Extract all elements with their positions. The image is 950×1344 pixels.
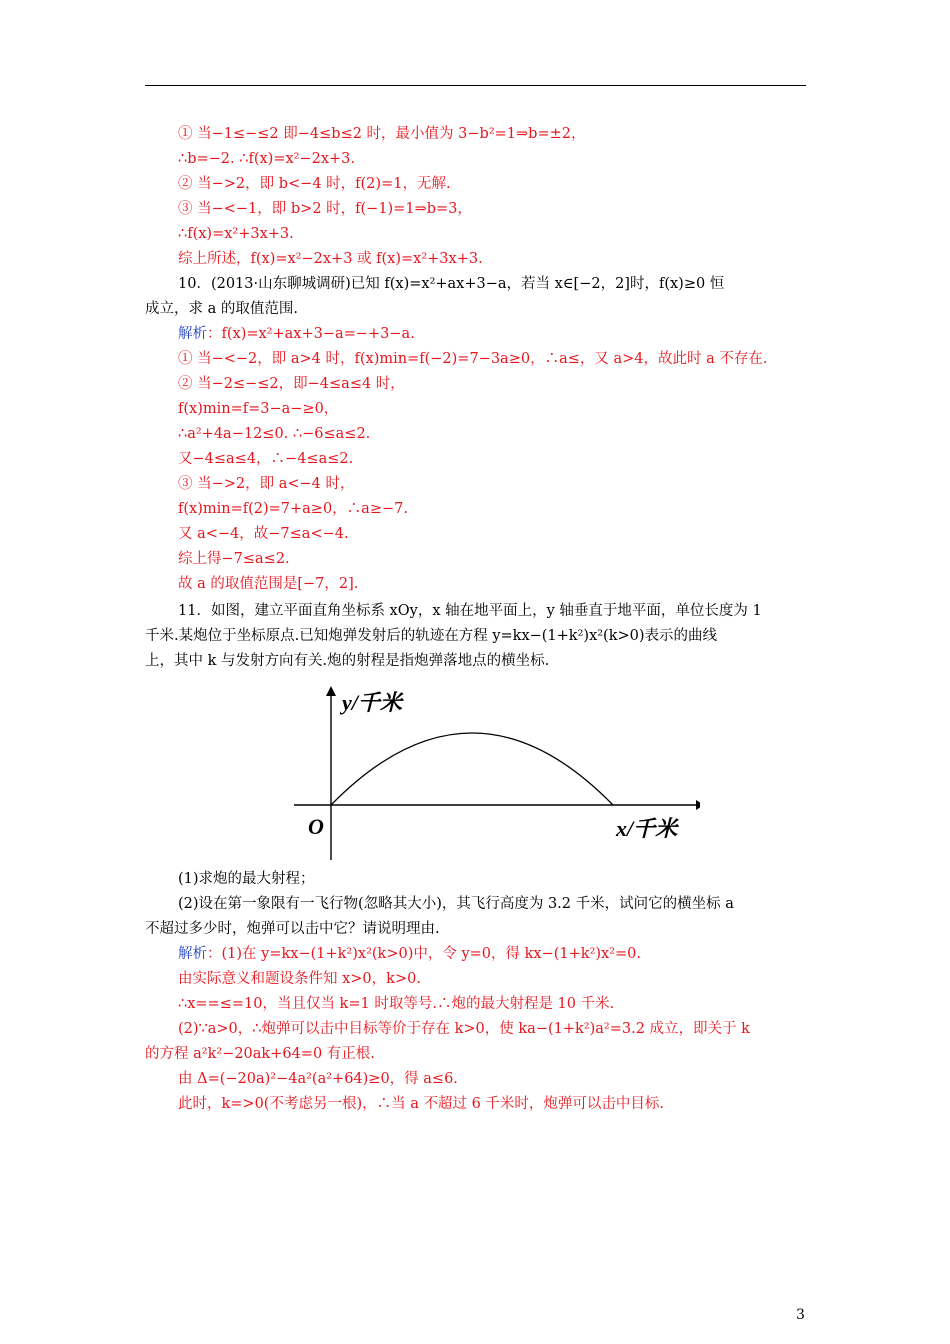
- question-11-part-2-cont: 不超过多少时，炮弹可以击中它？请说明理由.: [145, 921, 440, 937]
- answer-line: ∴x==≤=10，当且仅当 k=1 时取等号.∴炮的最大射程是 10 千米.: [178, 996, 615, 1012]
- answer-line: 又−4≤a≤4，∴−4≤a≤2.: [178, 451, 354, 467]
- x-axis-label: x/千米: [616, 816, 678, 841]
- answer-line: 综上得−7≤a≤2.: [178, 551, 290, 567]
- answer-line: ∴b=−2. ∴f(x)=x²−2x+3.: [178, 151, 356, 167]
- trajectory-figure: [290, 684, 700, 860]
- answer-line: ② 当−2≤−≤2，即−4≤a≤4 时，: [178, 376, 405, 392]
- question-11-part-1: (1)求炮的最大射程；: [178, 871, 315, 887]
- answer-line: 综上所述，f(x)=x²−2x+3 或 f(x)=x²+3x+3.: [178, 251, 483, 267]
- question-11: 11．如图，建立平面直角坐标系 xOy，x 轴在地平面上，y 轴垂直于地平面，单位长度为 1: [178, 603, 762, 619]
- answer-line: ③ 当−>2，即 a<−4 时，: [178, 476, 355, 492]
- answer-line: ∴f(x)=x²+3x+3.: [178, 226, 294, 242]
- x-axis-arrow: [696, 800, 700, 810]
- answer-line: 的方程 a²k²−20ak+64=0 有正根.: [145, 1046, 375, 1062]
- answer-line: ① 当−<−2，即 a>4 时，f(x)min=f(−2)=7−3a≥0，∴a≤，又 a>4，故此时 a 不存在.: [178, 351, 768, 367]
- header-rule: [145, 85, 806, 86]
- answer-line: ① 当−1≤−≤2 即−4≤b≤2 时，最小值为 3−b²=1⇒b=±2，: [178, 126, 586, 142]
- trajectory-curve: [331, 733, 613, 805]
- answer-line: ③ 当−<−1，即 b>2 时，f(−1)=1⇒b=3，: [178, 201, 472, 217]
- page-number: 3: [796, 1307, 805, 1323]
- answer-line: 故 a 的取值范围是[−7，2].: [178, 576, 359, 592]
- y-axis-label: y/千米: [342, 690, 402, 715]
- answer-line: 由 Δ=(−20a)²−4a²(a²+64)≥0，得 a≤6.: [178, 1071, 458, 1087]
- question-11-cont: 千米.某炮位于坐标原点.已知炮弹发射后的轨迹在方程 y=kx−(1+k²)x²(k>0)表示的曲线: [145, 628, 718, 644]
- answer-line: 又 a<−4，故−7≤a<−4.: [178, 526, 349, 542]
- question-10: 10．(2013·山东聊城调研)已知 f(x)=x²+ax+3−a，若当 x∈[−2，2]时，f(x)≥0 恒: [178, 276, 725, 292]
- answer-line: (2)∵a>0，∴炮弹可以击中目标等价于存在 k>0，使 ka−(1+k²)a²=3.2 成立，即关于 k: [178, 1021, 750, 1037]
- y-axis-arrow: [326, 686, 336, 696]
- answer-line: f(x)min=f=3−a−≥0，: [178, 401, 339, 417]
- solution-text: ：(1)在 y=kx−(1+k²)x²(k>0)中，令 y=0，得 kx−(1+k²)x²=0.: [207, 946, 642, 962]
- solution-line: [178, 324, 415, 344]
- answer-line: ∴a²+4a−12≤0. ∴−6≤a≤2.: [178, 426, 371, 442]
- question-10-cont: 成立，求 a 的取值范围.: [145, 301, 298, 317]
- question-11-part-2: (2)设在第一象限有一飞行物(忽略其大小)，其飞行高度为 3.2 千米，试问它的横坐标 a: [178, 896, 734, 912]
- answer-line: 此时，k=>0(不考虑另一根)，∴当 a 不超过 6 千米时，炮弹可以击中目标.: [178, 1096, 665, 1112]
- answer-line: 由实际意义和题设条件知 x>0，k>0.: [178, 971, 421, 987]
- solution-label: 解析: [178, 326, 207, 342]
- answer-line: f(x)min=f(2)=7+a≥0，∴a≥−7.: [178, 501, 408, 517]
- solution-label: 解析: [178, 946, 207, 962]
- question-11-cont: 上，其中 k 与发射方向有关.炮的射程是指炮弹落地点的横坐标.: [145, 653, 550, 669]
- solution-text: ：f(x)=x²+ax+3−a=−+3−a.: [207, 326, 415, 342]
- solution-line: [178, 944, 641, 964]
- answer-line: ② 当−>2，即 b<−4 时，f(2)=1，无解.: [178, 176, 451, 192]
- origin-label: O: [308, 814, 324, 839]
